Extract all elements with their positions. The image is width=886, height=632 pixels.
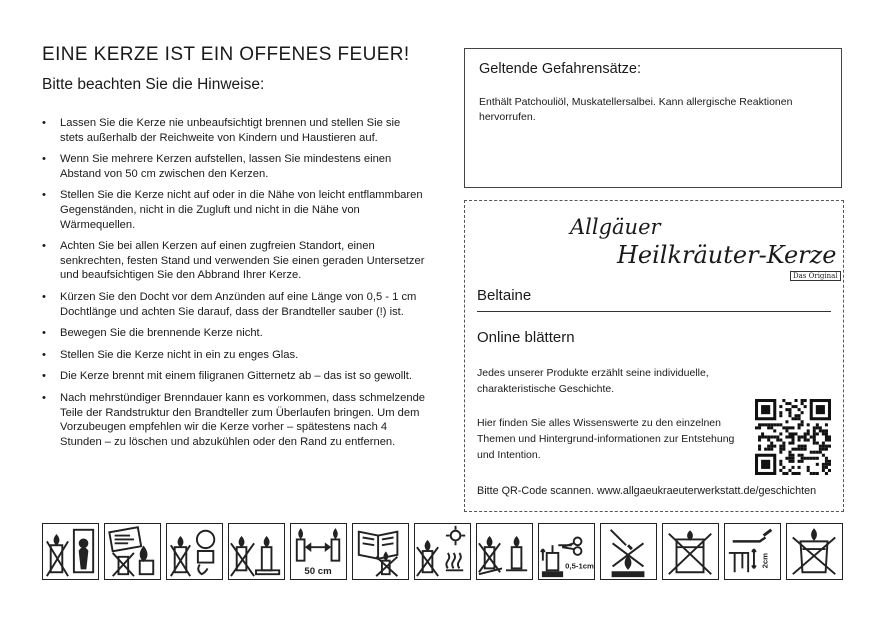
brand-logo-line1: Allgäuer — [570, 215, 661, 239]
unattended-candle-icon — [42, 523, 99, 580]
intro-text: Jedes unserer Produkte erzählt seine individuelle, charakteristische Geschichte. — [477, 367, 709, 395]
safety-rules-list — [42, 116, 426, 456]
scan-instruction: Bitte QR-Code scannen. www.allgaeukraeuterwerkstatt.de/geschichten — [477, 485, 817, 497]
brand-logo-line2: Heilkräuter-Kerze — [617, 241, 837, 269]
safety-rule: • Stellen Sie die Kerze nicht in ein zu enges Glas. — [42, 348, 426, 363]
icon-label: 2cm — [760, 552, 770, 569]
flammable-objects-icon — [104, 523, 161, 580]
trim-wick-icon — [538, 523, 595, 580]
no-heat-source-icon — [414, 523, 471, 580]
do-not-move-icon — [600, 523, 657, 580]
distance-50cm-icon — [290, 523, 347, 580]
safety-heading: EINE KERZE IST EIN OFFENES FEUER! — [42, 44, 410, 65]
info-text: Hier finden Sie alles Wissenswerte zu den einzelnen Themen und Hintergrund-informationen zur Entstehung und Intention. — [477, 417, 735, 461]
safety-rule: • Die Kerze brennt mit einem filigranen Gitternetz ab – das ist so gewollt. — [42, 369, 426, 384]
safety-rule: • Kürzen Sie den Docht vor dem Anzünden auf eine Länge von 0,5 - 1 cm Dochtlänge und achten Sie darauf, dass der Brandteller sauber (!) ist. — [42, 290, 426, 319]
overflow-warning-icon — [786, 523, 843, 580]
remove-rim-icon — [724, 523, 781, 580]
qr-code[interactable] — [755, 399, 831, 475]
hazard-box — [464, 48, 842, 188]
divider — [477, 311, 831, 312]
icon-label: 50 cm — [304, 566, 332, 578]
product-box — [464, 200, 844, 512]
no-draft-icon — [228, 523, 285, 580]
brand-badge: Das Original — [790, 271, 841, 281]
safety-rule: • Wenn Sie mehrere Kerzen aufstellen, lassen Sie mindestens einen Abstand von 50 cm zwischen den Kerzen. — [42, 152, 426, 181]
safety-rule: • Bewegen Sie die brennende Kerze nicht. — [42, 326, 426, 341]
keep-from-children-icon — [166, 523, 223, 580]
safety-subheading: Bitte beachten Sie die Hinweise: — [42, 76, 265, 93]
no-flammable-objects-icon — [352, 523, 409, 580]
icon-label: 0,5-1cm — [565, 561, 594, 571]
safety-rule: • Lassen Sie die Kerze nie unbeaufsichtigt brennen und stellen Sie sie stets außerhalb der Reichweite von Kindern und Haustieren auf. — [42, 116, 426, 145]
hazard-text: Enthält Patchouliöl, Muskatellersalbei. Kann allergische Reaktionen hervorrufen. — [479, 96, 793, 123]
safety-rule: • Stellen Sie die Kerze nicht auf oder in die Nähe von leicht entflammbaren Gegenständen, nicht in die Zugluft und nicht in die Nähe von Wärmequellen. — [42, 188, 426, 232]
online-title: Online blättern — [477, 329, 575, 346]
no-narrow-glass-icon — [662, 523, 719, 580]
safety-rule: • Nach mehrstündiger Brenndauer kann es vorkommen, dass schmelzende Teile der Randstruktur den Brandteller zum Überlaufen bringen. Um dem Vorzubeugen empfehlen wir die Kerze vorher – spätestens nach 4 Stunden – zu löschen und abzukühlen oder den Rand zu entfernen. — [42, 391, 426, 449]
level-surface-icon — [476, 523, 533, 580]
qr-code-graphic — [755, 399, 831, 475]
hazard-title: Geltende Gefahrensätze: — [479, 61, 642, 77]
product-name: Beltaine — [477, 287, 532, 304]
safety-rule: • Achten Sie bei allen Kerzen auf einen zugfreien Standort, einen senkrechten, festen Stand und verwenden Sie einen geraden Untersetzer und beaufsichtigen Sie den Abbrand Ihrer Kerze. — [42, 239, 426, 283]
safety-icon-row — [42, 523, 842, 581]
